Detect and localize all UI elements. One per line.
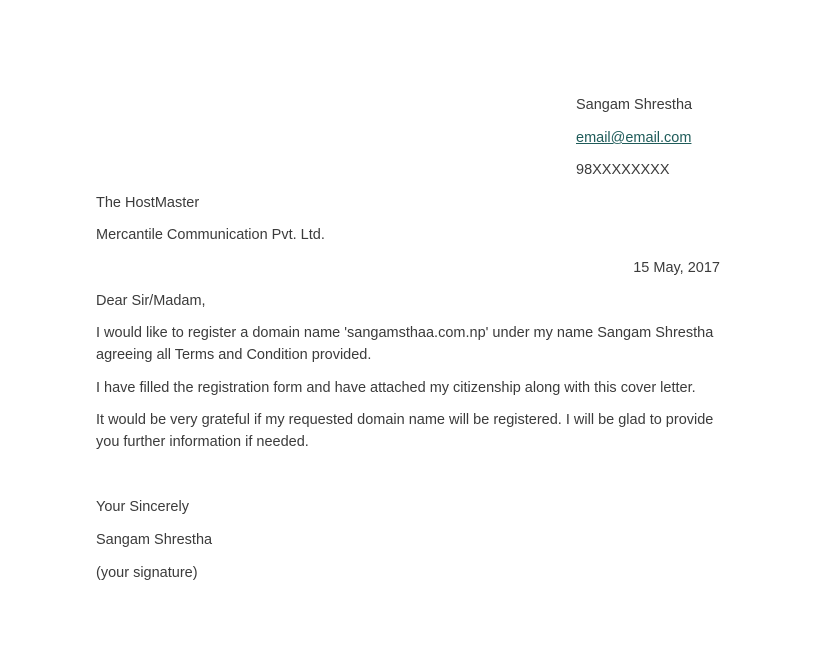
recipient-organization: Mercantile Communication Pvt. Ltd. bbox=[96, 227, 325, 243]
recipient-title: The HostMaster bbox=[96, 195, 200, 211]
body-paragraph-2: I have filled the registration form and have attached my citizenship along with this cover letter. bbox=[96, 380, 696, 396]
signature-placeholder: (your signature) bbox=[96, 565, 198, 581]
closing-name: Sangam Shrestha bbox=[96, 532, 213, 548]
body-paragraph-3: It would be very grateful if my requested domain name will be registered. I will be glad to provide you further information if needed. bbox=[96, 412, 714, 450]
sender-name: Sangam Shrestha bbox=[576, 97, 693, 113]
valediction: Your Sincerely bbox=[96, 499, 189, 515]
sender-email-link[interactable]: email@email.com bbox=[576, 130, 692, 146]
sender-phone: 98XXXXXXXX bbox=[576, 162, 670, 178]
body-paragraph-1: I would like to register a domain name 'sangamsthaa.com.np' under my name Sangam Shrestha agreeing all Terms and Condition provided. bbox=[96, 325, 714, 363]
salutation: Dear Sir/Madam, bbox=[96, 293, 206, 309]
letter-date: 15 May, 2017 bbox=[633, 260, 720, 276]
